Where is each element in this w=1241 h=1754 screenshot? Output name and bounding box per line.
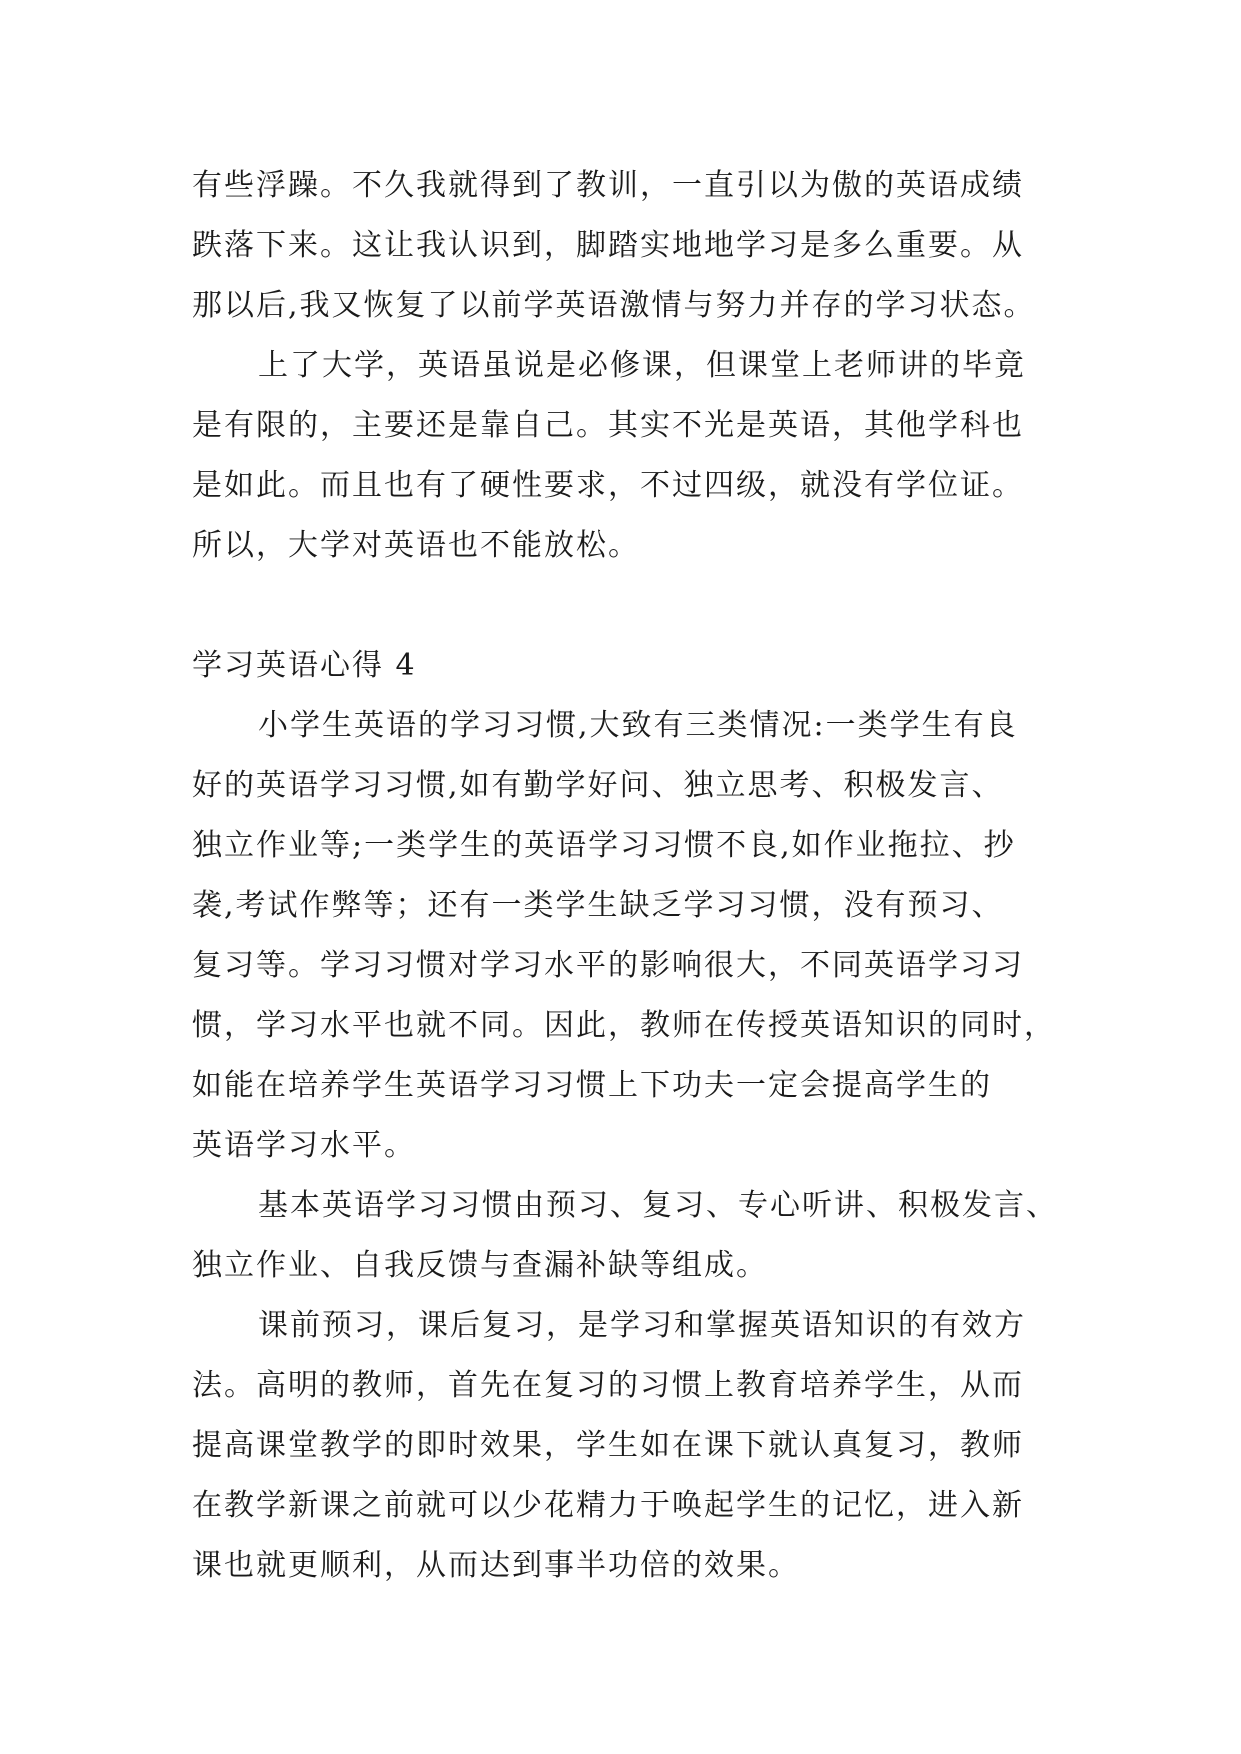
paragraph-line: 好的英语学习习惯,如有勤学好问、独立思考、积极发言、: [192, 768, 1004, 803]
paragraph-line: 英语学习水平。: [192, 1128, 416, 1163]
paragraph-line: 在教学新课之前就可以少花精力于唤起学生的记忆，进入新: [192, 1488, 1024, 1523]
paragraph-line: 提高课堂教学的即时效果，学生如在课下就认真复习，教师: [192, 1428, 1024, 1463]
paragraph-line: 那以后,我又恢复了以前学英语激情与努力并存的学习状态。: [192, 288, 1036, 323]
paragraph-line: 袭,考试作弊等；还有一类学生缺乏学习习惯，没有预习、: [192, 888, 1004, 923]
paragraph-line: 课前预习，课后复习，是学习和掌握英语知识的有效方: [258, 1308, 1026, 1343]
paragraph-line: 复习等。学习习惯对学习水平的影响很大，不同英语学习习: [192, 948, 1024, 983]
paragraph-line: 独立作业、自我反馈与查漏补缺等组成。: [192, 1248, 768, 1283]
paragraph-line: 基本英语学习习惯由预习、复习、专心听讲、积极发言、: [258, 1188, 1058, 1223]
paragraph-line: 课也就更顺利，从而达到事半功倍的效果。: [192, 1548, 800, 1583]
paragraph-line: 有些浮躁。不久我就得到了教训，一直引以为傲的英语成绩: [192, 168, 1024, 203]
paragraph-line: 法。高明的教师，首先在复习的习惯上教育培养学生，从而: [192, 1368, 1024, 1403]
paragraph-line: 小学生英语的学习习惯,大致有三类情况:一类学生有良: [258, 708, 1018, 743]
paragraph-line: 所以，大学对英语也不能放松。: [192, 528, 640, 563]
paragraph-line: 如能在培养学生英语学习习惯上下功夫一定会提高学生的: [192, 1068, 992, 1103]
paragraph-line: 独立作业等;一类学生的英语学习习惯不良,如作业拖拉、抄: [192, 828, 1016, 863]
paragraph-line: 跌落下来。这让我认识到，脚踏实地地学习是多么重要。从: [192, 228, 1024, 263]
section-heading: 学习英语心得 4: [192, 648, 417, 683]
paragraph-line: 惯，学习水平也就不同。因此，教师在传授英语知识的同时，: [192, 1008, 1056, 1043]
paragraph-line: 上了大学，英语虽说是必修课，但课堂上老师讲的毕竟: [258, 348, 1026, 383]
paragraph-line: 是有限的，主要还是靠自己。其实不光是英语，其他学科也: [192, 408, 1024, 443]
paragraph-line: 是如此。而且也有了硬性要求，不过四级，就没有学位证。: [192, 468, 1024, 503]
